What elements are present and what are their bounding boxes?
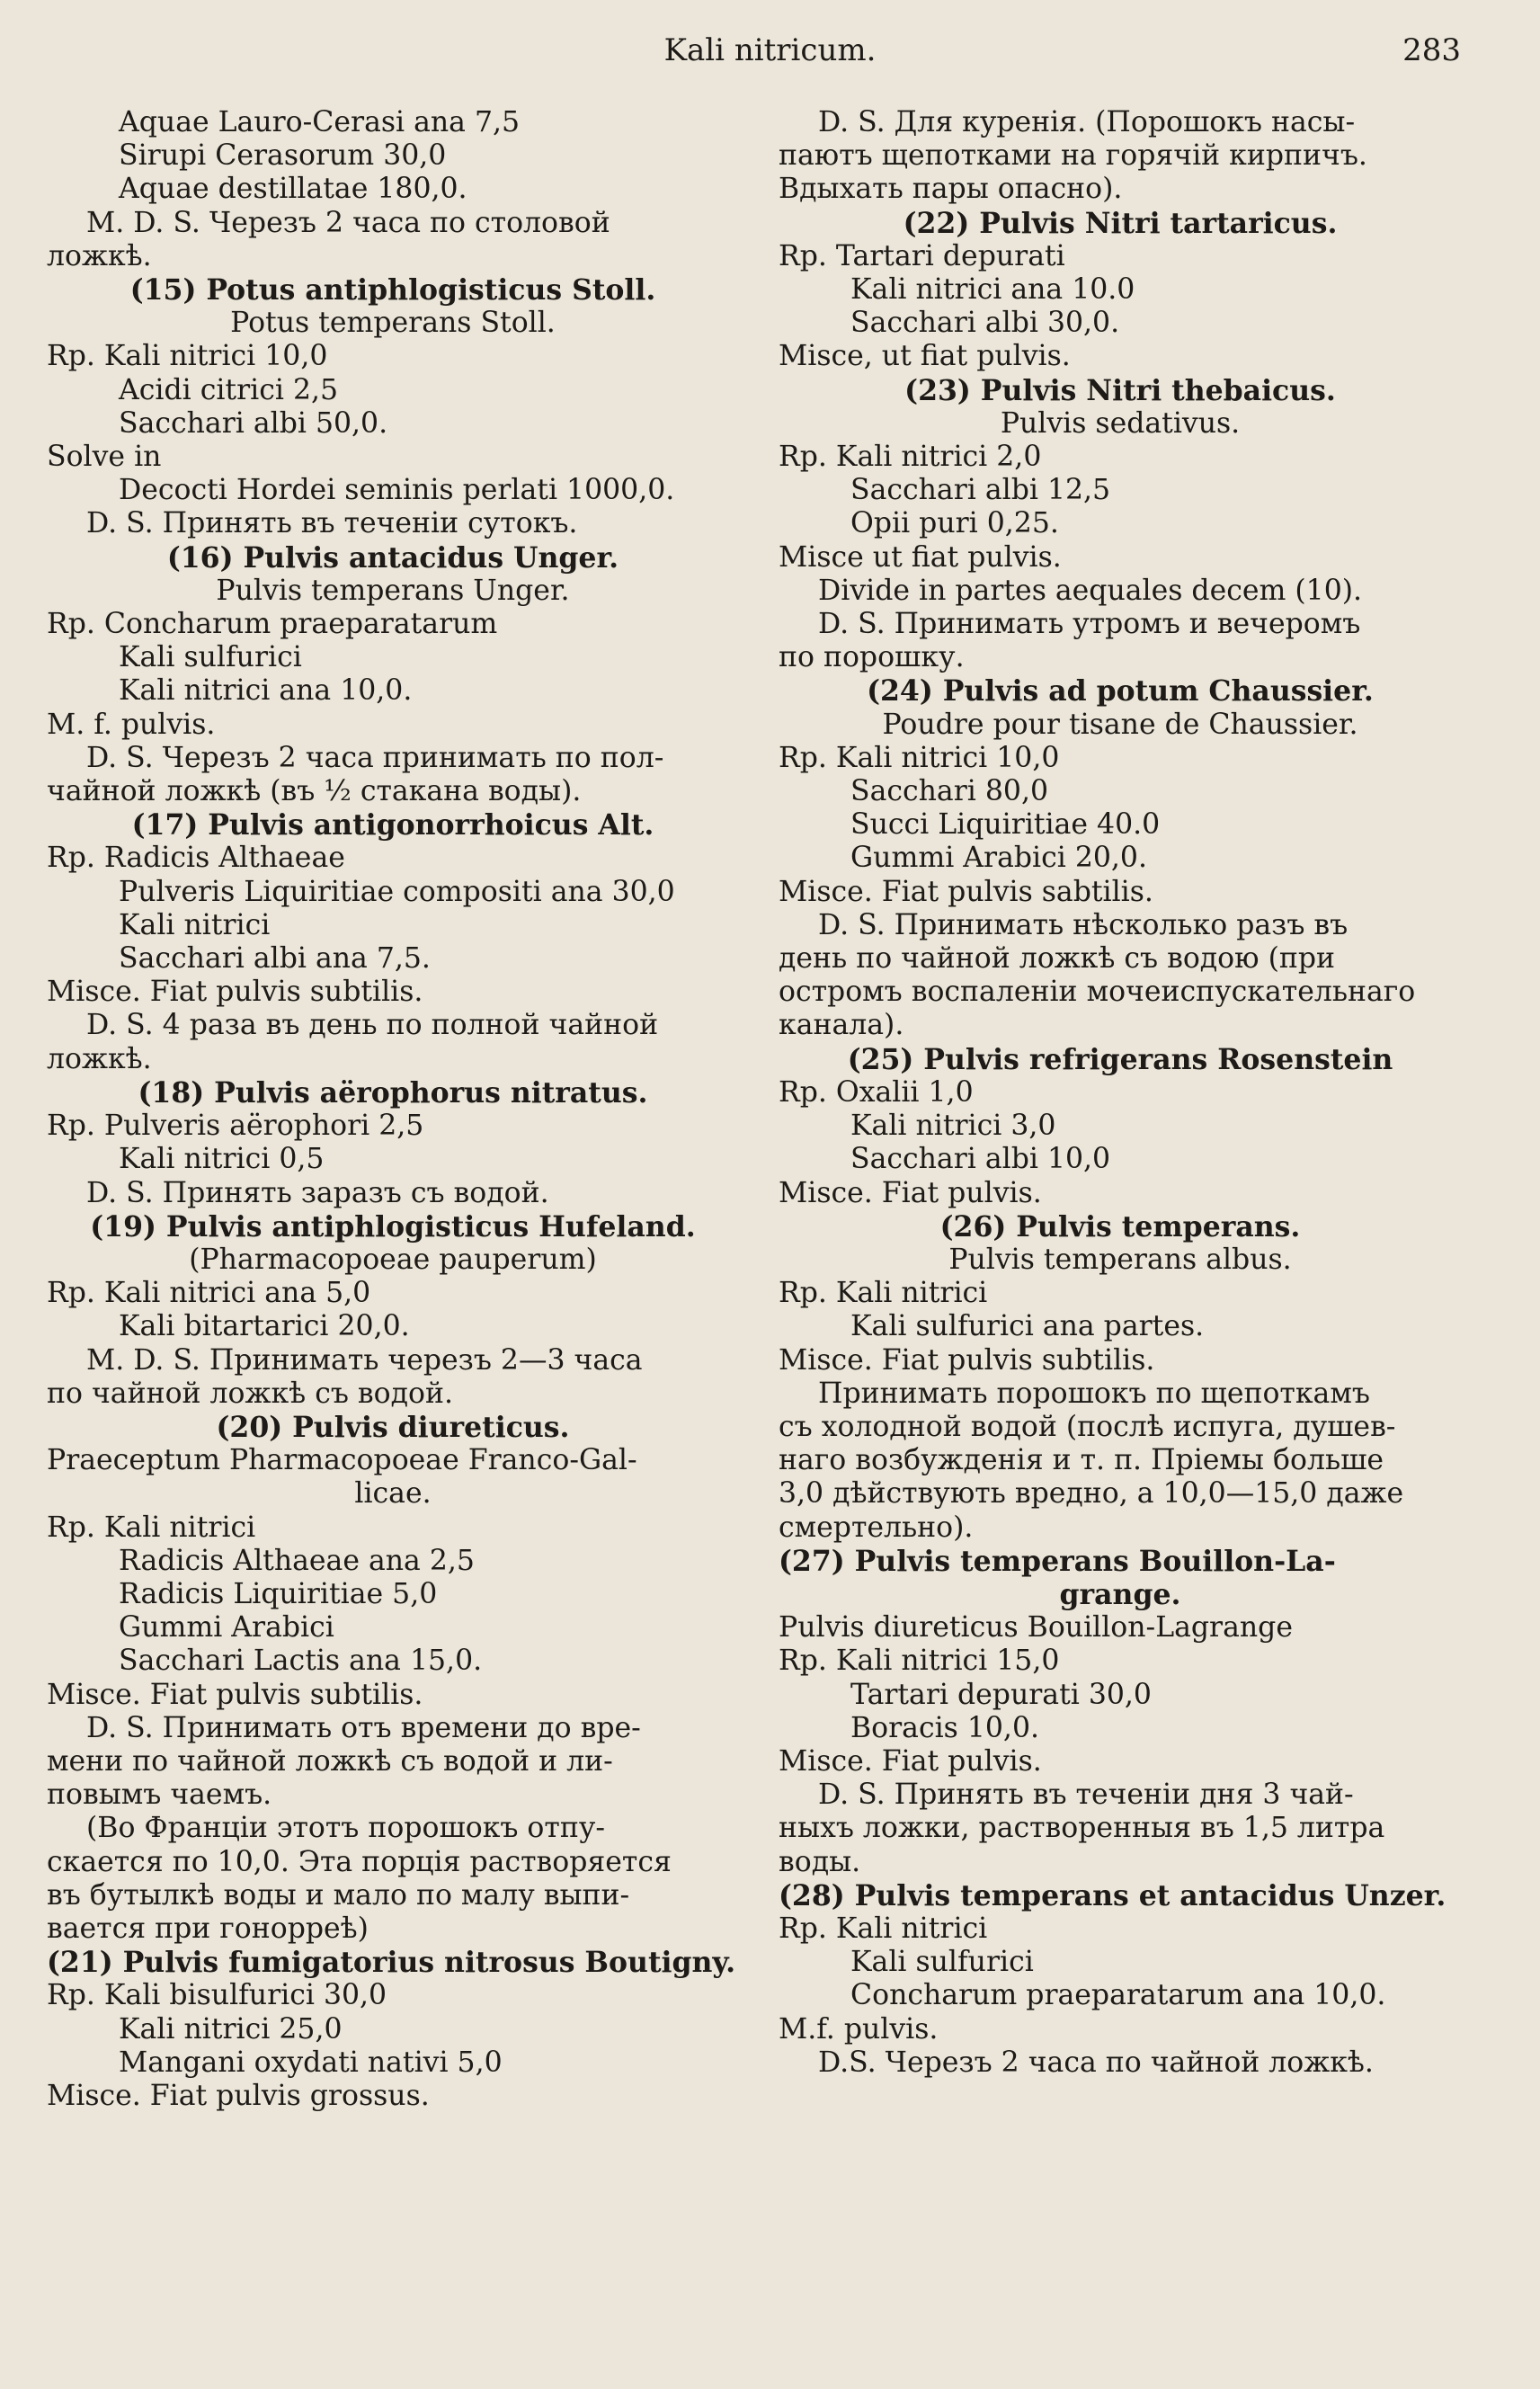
text-line: Acidi citrici 2,5	[119, 373, 339, 406]
text-line: съ холодной водой (послѣ испуга, душев-	[779, 1410, 1396, 1443]
text-line: Misce. Fiat pulvis.	[779, 1176, 1042, 1209]
text-line: Gummi Arabici	[119, 1611, 334, 1645]
text-line: чайной ложкѣ (въ ½ стакана воды).	[47, 775, 582, 808]
text-line: Pulveris Liquiritiae compositi ana 30,0	[119, 875, 675, 908]
text-line: Rp. Concharum praeparatarum	[47, 608, 498, 641]
text-line: Misce. Fiat pulvis.	[779, 1744, 1042, 1778]
text-line: Misce. Fiat pulvis subtilis.	[47, 976, 423, 1009]
text-line: скается по 10,0. Эта порція растворяется	[47, 1845, 672, 1878]
page-number: 283	[1402, 32, 1461, 68]
text-line: Mangani oxydati nativi 5,0	[119, 2046, 503, 2079]
text-line: Kali sulfurici ana partes.	[850, 1310, 1205, 1343]
text-line: Misce ut fiat pulvis.	[779, 540, 1062, 574]
text-line: мени по чайной ложкѣ съ водой и ли-	[47, 1744, 613, 1778]
text-line: M. f. pulvis.	[47, 708, 216, 741]
text-line: ложкѣ.	[47, 239, 152, 272]
recipe-heading: (21) Pulvis fumigatorius nitrosus Boutigny.	[47, 1946, 736, 1980]
text-line: Rp. Kali nitrici	[779, 1277, 988, 1310]
recipe-heading: (20) Pulvis diureticus.	[216, 1410, 570, 1444]
text-line: Rp. Oxalii 1,0	[779, 1075, 974, 1109]
text-line: (Во Франціи этотъ порошокъ отпу-	[86, 1812, 605, 1845]
text-line: Kali nitrici ana 10.0	[850, 273, 1135, 307]
text-line: Kali nitrici 25,0	[119, 2012, 343, 2046]
recipe-heading: (25) Pulvis refrigerans Rosenstein	[847, 1042, 1393, 1076]
text-line: Aquae destillatae 180,0.	[119, 173, 467, 206]
text-line: воды.	[779, 1845, 861, 1878]
recipe-heading: (26) Pulvis temperans.	[939, 1209, 1301, 1244]
text-line: Potus temperans Stoll.	[230, 307, 556, 340]
text-line: вается при гонорреѣ)	[47, 1912, 369, 1945]
recipe-heading: (22) Pulvis Nitri tartaricus.	[903, 206, 1338, 240]
text-line: Rp. Kali nitrici 10,0	[779, 741, 1060, 774]
text-line: Tartari depurati 30,0	[850, 1678, 1152, 1711]
text-line: Sacchari albi 30,0.	[850, 307, 1120, 340]
text-line: Kali nitrici ana 10,0.	[119, 674, 413, 708]
text-line: Rp. Pulveris aërophori 2,5	[47, 1110, 424, 1143]
text-line: ложкѣ.	[47, 1042, 152, 1075]
text-line: licae.	[354, 1477, 432, 1511]
text-line: ныхъ ложки, растворенныя въ 1,5 литра	[779, 1812, 1385, 1845]
text-line: канала).	[779, 1009, 904, 1042]
recipe-heading: (28) Pulvis temperans et antacidus Unzer.	[779, 1878, 1447, 1912]
text-line: Gummi Arabici 20,0.	[850, 842, 1147, 875]
right-column	[779, 106, 1462, 2080]
text-line: M.f. pulvis.	[779, 2012, 939, 2046]
text-line: Boracis 10,0.	[850, 1711, 1039, 1744]
text-line: Rp. Tartari depurati	[779, 239, 1065, 272]
left-column	[47, 106, 739, 2113]
text-line: Rp. Kali nitrici 15,0	[779, 1645, 1060, 1678]
text-line: Misce. Fiat pulvis sabtilis.	[779, 875, 1153, 908]
recipe-heading: (24) Pulvis ad potum Chaussier.	[867, 674, 1374, 709]
text-line: Kali nitrici	[119, 908, 271, 941]
text-line: Rp. Kali nitrici	[47, 1511, 256, 1544]
text-line: Вдыхать пары опасно).	[779, 173, 1123, 206]
text-line: остромъ воспаленіи мочеиспускательнаго	[779, 976, 1416, 1009]
text-line: Praeceptum Pharmacopoeae Franco-Gal-	[47, 1444, 637, 1477]
text-line: повымъ чаемъ.	[47, 1778, 272, 1812]
recipe-heading: (17) Pulvis antigonorrhoicus Alt.	[131, 808, 654, 842]
text-line: Aquae Lauro-Cerasi ana 7,5	[119, 106, 521, 138]
recipe-heading: (15) Potus antiphlogisticus Stoll.	[129, 273, 656, 308]
text-line: наго возбужденія и т. п. Пріемы больше	[779, 1444, 1384, 1477]
recipe-heading: (23) Pulvis Nitri thebaicus.	[904, 373, 1336, 407]
text-line: Rp. Kali nitrici 2,0	[779, 441, 1042, 474]
text-line: Kali nitrici 0,5	[119, 1143, 325, 1176]
text-line: Pulvis temperans Unger.	[216, 574, 570, 607]
text-line: Pulvis diureticus Bouillon-Lagrange	[779, 1611, 1293, 1645]
recipe-heading: (19) Pulvis antiphlogisticus Hufeland.	[90, 1209, 696, 1244]
text-line: D. S. 4 раза въ день по полной чайной	[86, 1009, 659, 1042]
text-line: Divide in partes aequales decem (10).	[818, 574, 1363, 607]
text-line: Pulvis temperans albus.	[948, 1243, 1292, 1276]
text-line: Sirupi Cerasorum 30,0	[119, 139, 447, 173]
text-line: Rp. Kali nitrici	[779, 1912, 988, 1945]
text-line: паютъ щепотками на горячій кирпичъ.	[779, 139, 1367, 173]
text-line: D. S. Принять заразъ съ водой.	[86, 1176, 549, 1209]
recipe-heading: (16) Pulvis antacidus Unger.	[166, 540, 619, 575]
text-line: Radicis Liquiritiae 5,0	[119, 1577, 438, 1610]
text-line: D. S. Принимать отъ времени до вре-	[86, 1711, 641, 1744]
text-line: Rp. Kali bisulfurici 30,0	[47, 1979, 387, 2012]
text-line: Solve in	[47, 441, 162, 474]
text-line: M. D. S. Принимать черезъ 2—3 часа	[86, 1343, 643, 1377]
text-line: Sacchari albi 12,5	[850, 474, 1111, 507]
text-line: (Pharmacopoeae pauperum)	[189, 1243, 597, 1276]
text-line: Kali nitrici 3,0	[850, 1110, 1056, 1143]
text-line: Sacchari albi 10,0	[850, 1143, 1111, 1176]
recipe-heading: (27) Pulvis temperans Bouillon-La-	[779, 1544, 1336, 1578]
text-line: Sacchari Lactis ana 15,0.	[119, 1645, 483, 1678]
text-line: D. S. Черезъ 2 часа принимать по пол-	[86, 741, 664, 774]
text-line: Succi Liquiritiae 40.0	[850, 808, 1161, 842]
text-line: D. S. Принимать утромъ и вечеромъ	[818, 608, 1361, 641]
text-line: Opii puri 0,25.	[850, 507, 1059, 540]
text-line: Concharum praeparatarum ana 10,0.	[850, 1979, 1386, 2012]
text-line: по чайной ложкѣ съ водой.	[47, 1377, 453, 1410]
text-line: 3,0 дѣйствують вредно, а 10,0—15,0 даже	[779, 1477, 1404, 1511]
text-line: Rp. Radicis Althaeae	[47, 842, 345, 875]
text-line: по порошку.	[779, 641, 965, 674]
text-line: D. S. Для куренія. (Порошокъ насы-	[818, 106, 1356, 138]
text-line: Pulvis sedativus.	[1000, 406, 1241, 440]
text-line: смертельно).	[779, 1511, 974, 1544]
text-line: Decocti Hordei seminis perlati 1000,0.	[119, 474, 675, 507]
text-line: Принимать порошокъ по щепоткамъ	[818, 1377, 1370, 1410]
text-line: Kali sulfurici	[119, 641, 302, 674]
text-line: Misce. Fiat pulvis subtilis.	[779, 1343, 1155, 1377]
text-line: день по чайной ложкѣ съ водою (при	[779, 942, 1336, 976]
text-line: въ бутылкѣ воды и мало по малу выпи-	[47, 1878, 630, 1912]
text-line: Rp. Kali nitrici 10,0	[47, 340, 328, 373]
text-line: M. D. S. Черезъ 2 часа по столовой	[86, 206, 610, 239]
text-line: Kali sulfurici	[850, 1946, 1034, 1979]
text-line: Misce, ut fiat pulvis.	[779, 340, 1071, 373]
text-line: Rp. Kali nitrici ana 5,0	[47, 1277, 371, 1310]
text-line: D. S. Принять въ теченіи дня 3 чай-	[818, 1778, 1354, 1812]
page-header	[0, 27, 1540, 81]
text-line: D. S. Принимать нѣсколько разъ въ	[818, 908, 1349, 941]
text-line: Misce. Fiat pulvis grossus.	[47, 2079, 430, 2112]
running-title: Kali nitricum.	[663, 32, 877, 68]
text-line: Sacchari albi ana 7,5.	[119, 942, 431, 976]
recipe-heading: (18) Pulvis aërophorus nitratus.	[138, 1075, 648, 1110]
text-line: Sacchari 80,0	[850, 775, 1048, 808]
text-line: Kali bitartarici 20,0.	[119, 1310, 410, 1343]
text-line: Misce. Fiat pulvis subtilis.	[47, 1678, 423, 1711]
text-line: Radicis Althaeae ana 2,5	[119, 1544, 475, 1577]
recipe-heading: grange.	[1059, 1577, 1181, 1611]
text-line: Sacchari albi 50,0.	[119, 406, 388, 440]
text-line: D. S. Принять въ теченіи сутокъ.	[86, 507, 578, 540]
text-line: Poudre pour tisane de Chaussier.	[882, 708, 1358, 741]
text-line: D.S. Черезъ 2 часа по чайной ложкѣ.	[818, 2046, 1374, 2079]
